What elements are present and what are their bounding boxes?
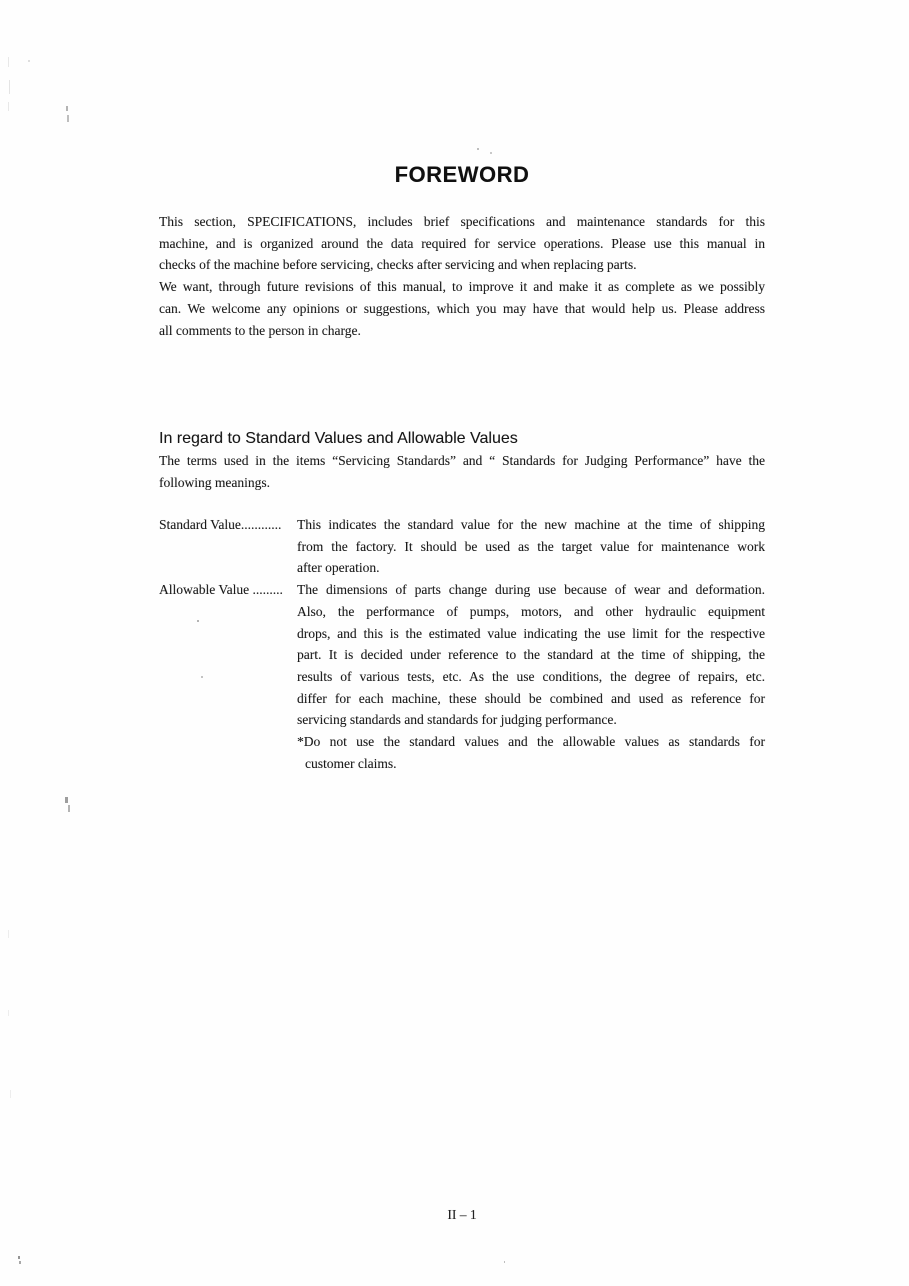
scan-artifact <box>65 797 68 803</box>
scan-artifact <box>8 930 9 938</box>
scan-artifact <box>19 1261 21 1264</box>
definition-line: drops, and this is the estimated value indicating the use limit for the respective <box>297 625 765 641</box>
scan-artifact <box>10 1090 11 1098</box>
definition-line: part. It is decided under reference to the standard at the time of shipping, the <box>297 647 765 663</box>
scan-artifact <box>477 148 479 150</box>
definition-line: after operation. <box>297 560 380 576</box>
term-label: Standard Value <box>159 517 241 532</box>
definition-term-standard-value <box>159 514 281 536</box>
intro-line: all comments to the person in charge. <box>159 322 361 338</box>
scan-artifact <box>28 60 30 62</box>
scan-artifact <box>66 106 68 111</box>
definition-note-line: customer claims. <box>305 755 397 771</box>
scan-artifact <box>18 1256 20 1259</box>
definition-line: This indicates the standard value for the new machine at the time of shipping <box>297 517 765 532</box>
dot-leader: ......... <box>249 582 283 598</box>
intro-line: This section, SPECIFICATIONS, includes brief specifications and maintenance standards for this <box>159 214 765 229</box>
scan-artifact <box>8 102 9 111</box>
scan-artifact <box>9 80 10 94</box>
page-number: II – 1 <box>447 1207 477 1222</box>
term-label: Allowable Value <box>159 582 250 598</box>
intro-line: machine, and is organized around the data required for service operations. Please use this manual in <box>159 235 765 251</box>
intro-line: can. We welcome any opinions or suggestions, which you may have that would help us. Please address <box>159 300 765 316</box>
definition-line: from the factory. It should be used as the target value for maintenance work <box>297 538 765 554</box>
standards-intro-line: The terms used in the items “Servicing Standards” and “ Standards for Judging Performance” have the <box>159 453 765 468</box>
scan-artifact <box>197 620 199 622</box>
definition-term-allowable-value <box>159 579 283 601</box>
intro-line: We want, through future revisions of this manual, to improve it and make it as complete as we possibly <box>159 279 765 295</box>
standards-intro-line: following meanings. <box>159 474 270 490</box>
intro-line: checks of the machine before servicing, checks after servicing and when replacing parts. <box>159 257 637 273</box>
definition-line: differ for each machine, these should be combined and used as reference for <box>297 690 765 706</box>
scan-artifact <box>201 676 203 678</box>
intro-paragraph <box>159 211 765 341</box>
scan-artifact <box>67 115 69 122</box>
definition-line: Also, the performance of pumps, motors, and other hydraulic equipment <box>297 603 765 619</box>
standards-section-heading: In regard to Standard Values and Allowable Values <box>159 430 518 447</box>
definition-line: The dimensions of parts change during use because of wear and deformation. <box>297 582 765 598</box>
scan-artifact <box>68 805 70 812</box>
scan-artifact <box>504 1261 505 1263</box>
definition-note-line: *Do not use the standard values and the allowable values as standards for <box>297 734 765 750</box>
scan-artifact <box>8 1010 9 1016</box>
dot-leader: ............ <box>240 517 282 532</box>
standards-intro-paragraph <box>159 450 765 493</box>
definition-line: results of various tests, etc. As the use conditions, the degree of repairs, etc. <box>297 668 765 684</box>
definition-list <box>159 514 765 774</box>
scan-artifact <box>8 57 9 67</box>
definition-descriptions <box>159 514 765 774</box>
definition-line: servicing standards and standards for judging performance. <box>297 712 617 728</box>
page-title: FOREWORD <box>394 162 530 187</box>
scan-artifact <box>490 152 492 154</box>
